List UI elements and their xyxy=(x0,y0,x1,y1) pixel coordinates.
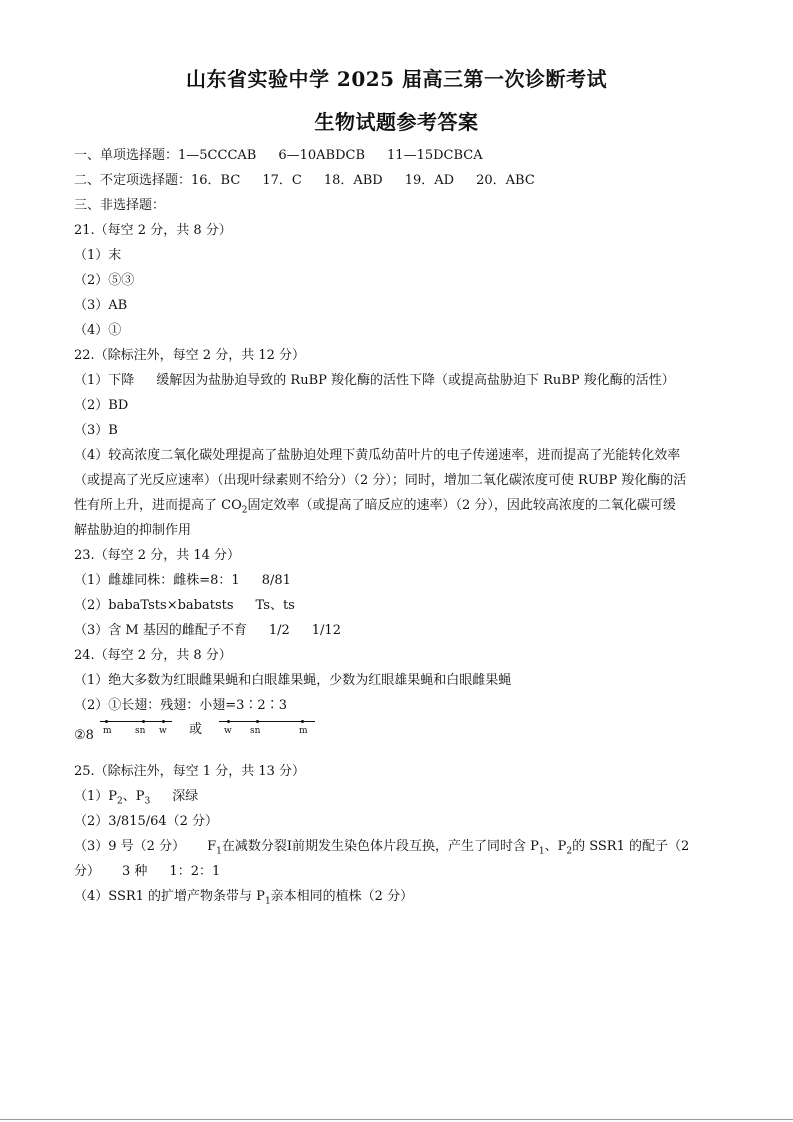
answer-16: 16．BC xyxy=(191,173,241,188)
page-divider xyxy=(0,1119,793,1120)
q23-answer-2 xyxy=(74,598,295,614)
text-part: 、P xyxy=(544,839,567,854)
answer-19: 19．AD xyxy=(404,173,455,188)
q23-answer-1 xyxy=(74,573,291,589)
text-part: 8/81 xyxy=(261,573,291,588)
subscript: 2 xyxy=(117,796,123,807)
q21-answer-2: （2）⑤③ xyxy=(74,273,135,288)
text-part: 1：2：1 xyxy=(169,864,221,879)
page-title: 山东省实验中学 2025 届高三第一次诊断考试 xyxy=(185,67,608,91)
q25-answer-4 xyxy=(74,889,413,910)
text-part: Ts、ts xyxy=(255,598,295,613)
answer-11-15: 11—15DCBCA xyxy=(387,148,483,163)
gene-label: sn xyxy=(250,726,261,736)
gene-locus xyxy=(142,720,145,723)
q22-answer-4-line2: （或提高了光反应速率）（出现叶绿素则不给分）（2 分）；同时，增加二氧化碳浓度可使 RUBP 羧化酶的活 xyxy=(74,473,687,488)
text-part: 1/2 xyxy=(268,623,290,638)
answer-6-10: 6—10ABDCB xyxy=(278,148,366,163)
text-part: （4）SSR1 的扩增产物条带与 P xyxy=(74,889,265,904)
chromosome-diagram-2 xyxy=(219,721,315,737)
chromosome-diagram-1 xyxy=(100,721,172,737)
gene-locus xyxy=(256,720,259,723)
q23-header: 23.（每空 2 分，共 14 分） xyxy=(74,548,241,563)
single-choice-answers xyxy=(74,148,483,164)
text-part: 固定效率（或提高了暗反应的速率）（2 分），因此较高浓度的二氧化碳可缓 xyxy=(247,498,676,513)
q22-answer-1b: 缓解因为盐胁迫导致的 RuBP 羧化酶的活性下降（或提高盐胁迫下 RuBP 羧化酶的活性） xyxy=(156,373,675,388)
text-part: 深绿 xyxy=(172,789,199,804)
text-part: （3）9 号（2 分） xyxy=(74,839,186,854)
q23-answer-3 xyxy=(74,623,341,639)
q22-answer-2: （2）BD xyxy=(74,398,129,413)
subscript: 3 xyxy=(144,796,151,807)
q25-header: 25.（除标注外，每空 1 分，共 13 分） xyxy=(74,764,306,779)
gene-label: m xyxy=(299,726,308,736)
answer-1-5: 1—5CCCAB xyxy=(178,148,257,163)
text-part: 3 种 xyxy=(122,864,148,879)
subscript: 2 xyxy=(566,846,573,857)
gene-locus xyxy=(301,720,304,723)
q24-answer-1: （1）绝大多数为红眼雌果蝇和白眼雄果蝇，少数为红眼雄果蝇和白眼雌果蝇 xyxy=(74,673,512,688)
q21-answer-4: （4）① xyxy=(74,323,122,338)
text-part: （1）P xyxy=(74,789,118,804)
text-part: 性有所上升，进而提高了 CO xyxy=(74,498,242,513)
subscript: 1 xyxy=(216,846,222,857)
q22-answer-1a: （1）下降 xyxy=(74,373,135,388)
text-part: F xyxy=(207,839,217,854)
section-label: 一、单项选择题： xyxy=(74,148,179,163)
text-part: 在减数分裂Ⅰ前期发生染色体片段互换，产生了同时含 P xyxy=(221,839,539,854)
text-part: 分） xyxy=(74,864,101,879)
answer-17: 17．C xyxy=(262,173,302,188)
q21-answer-1: （1）末 xyxy=(74,248,122,263)
section3-label: 三、非选择题： xyxy=(74,198,166,213)
q22-answer-3: （3）B xyxy=(74,423,118,438)
q22-header: 22.（除标注外，每空 2 分，共 12 分） xyxy=(74,348,306,363)
q21-answer-3: （3）AB xyxy=(74,298,128,313)
gene-locus xyxy=(227,720,230,723)
text-part: （2）babaTsts×babatsts xyxy=(74,598,234,613)
text-part: 亲本相同的植株（2 分） xyxy=(270,889,414,904)
subscript: 1 xyxy=(538,846,545,857)
q22-answer-1 xyxy=(74,373,675,389)
q22-answer-4-line3 xyxy=(74,498,676,519)
q24-answer-3: ②8 xyxy=(74,728,94,743)
multi-choice-answers xyxy=(74,173,535,189)
gene-label: m xyxy=(103,726,112,736)
q21-header: 21.（每空 2 分，共 8 分） xyxy=(74,223,232,238)
text-part: 1/12 xyxy=(311,623,341,638)
text-part: 的 SSR1 的配子（2 xyxy=(572,839,690,854)
q25-answer-2: （2）3/815/64（2 分） xyxy=(74,814,219,829)
gene-label: w xyxy=(224,726,232,736)
subscript: 1 xyxy=(264,896,271,907)
answer-20: 20．ABC xyxy=(476,173,535,188)
gene-locus xyxy=(105,720,108,723)
gene-locus xyxy=(162,720,165,723)
q25-answer-3-line2 xyxy=(74,864,220,880)
gene-label: w xyxy=(159,726,167,736)
q22-answer-4-line4: 解盐胁迫的抑制作用 xyxy=(74,523,192,538)
answer-18: 18．ABD xyxy=(323,173,383,188)
q24-header: 24.（每空 2 分，共 8 分） xyxy=(74,648,232,663)
q25-answer-1 xyxy=(74,789,198,810)
text-part: 、P xyxy=(122,789,145,804)
q24-answer-2: （2）①长翅：残翅：小翅=3∶2∶3 xyxy=(74,698,287,713)
text-part: （3）含 M 基因的雌配子不育 xyxy=(74,623,247,638)
text-part: （1）雌雄同株：雌株=8：1 xyxy=(74,573,240,588)
q22-answer-4-line1: （4）较高浓度二氧化碳处理提高了盐胁迫处理下黄瓜幼苗叶片的电子传递速率，进而提高了光能转化效率 xyxy=(74,448,681,463)
or-text: 或 xyxy=(189,722,203,737)
section-label: 二、不定项选择题： xyxy=(74,173,192,188)
subscript: 2 xyxy=(241,505,248,516)
q25-answer-3-line1 xyxy=(74,839,689,860)
page-subtitle: 生物试题参考答案 xyxy=(314,110,479,134)
gene-label: sn xyxy=(135,726,146,736)
